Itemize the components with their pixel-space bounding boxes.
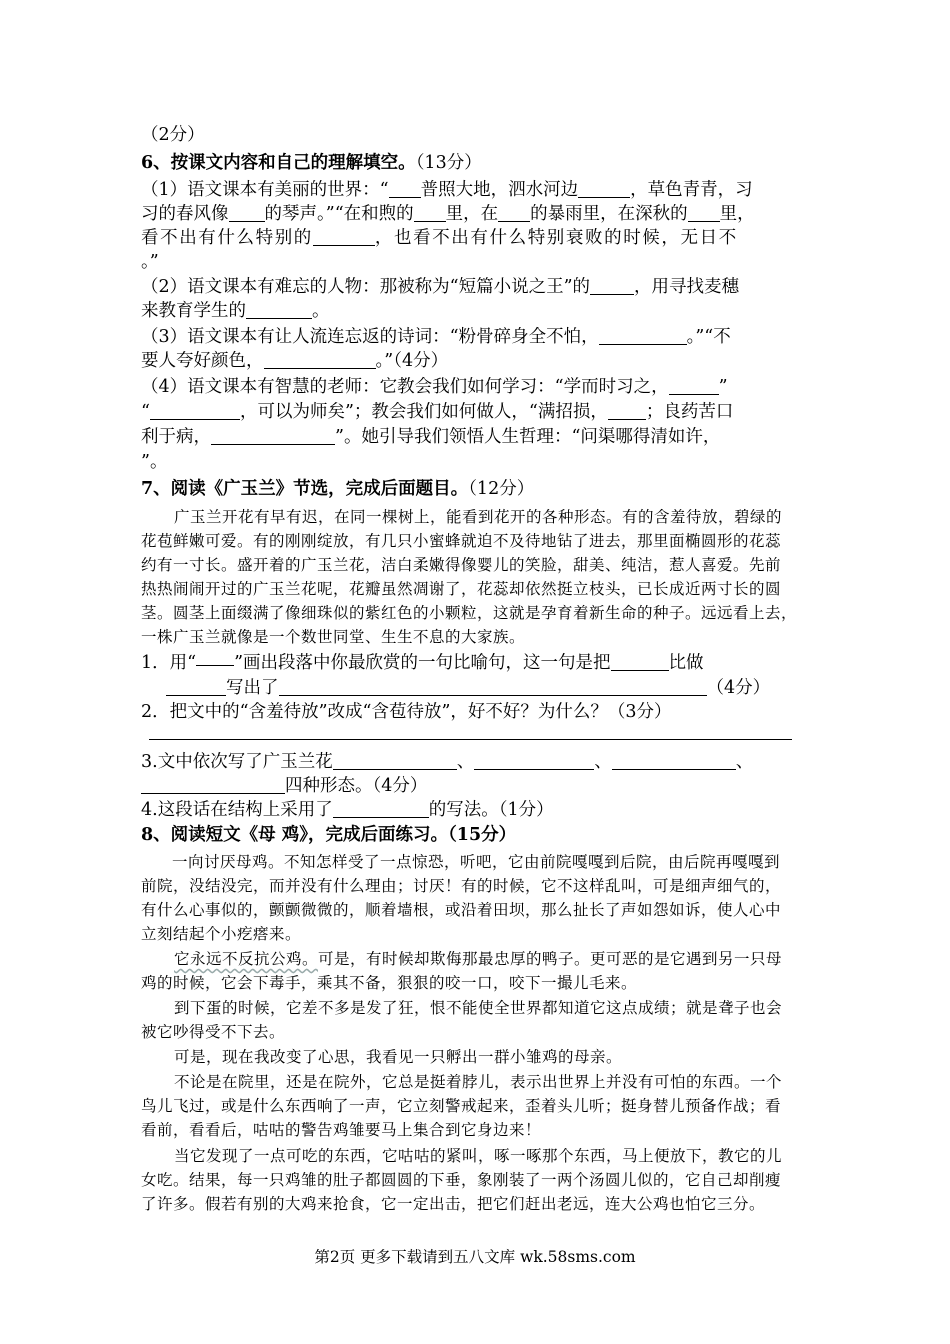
q8-passage-line: 女吃。结果，每一只鸡雏的肚子都圆圆的下垂，象刚装了一两个汤圆儿似的，它自己却削瘦 (141, 1171, 782, 1189)
blank[interactable] (229, 203, 265, 222)
q6-line-5: （2）语文课本有难忘的人物：那被称为“短篇小说之王”的 ，用寻找麦穗 (141, 277, 740, 297)
blank[interactable] (612, 751, 736, 770)
blank[interactable] (474, 751, 594, 770)
blank[interactable] (669, 376, 719, 395)
blank[interactable] (599, 326, 687, 345)
q8-passage-line: 立刻结起个小疙瘩来。 (141, 925, 302, 943)
blank[interactable] (333, 799, 429, 818)
blank[interactable] (196, 655, 234, 666)
q8-passage-line: 看前，看看后，咕咕的警告鸡雏要马上集合到它身边来！ (141, 1121, 542, 1139)
q6-line-10: “ ，可以为师矣”；教会我们如何做人，“满招损， ；良药苦口 (141, 402, 734, 422)
q8-passage-line: 被它吵得受不下去。 (141, 1023, 286, 1041)
q8-passage-line: 了许多。假若有别的大鸡来抢食，它一定出击，把它们赶出老远，连大公鸡也怕它三分。 (141, 1195, 766, 1213)
q8-passage-line: 到下蛋的时候，它差不多是发了狂，恨不能使全世界都知道它这点成绩；就是聋子也会 (174, 999, 783, 1017)
q6-line-9: （4）语文课本有智慧的老师：它教会我们如何学习：“学而时习之， ” (141, 377, 728, 397)
q7-passage-line: 约有一寸长。盛开着的广玉兰花，洁白柔嫩得像婴儿的笑脸，甜美、纯洁，惹人喜爱。先前 (141, 556, 782, 574)
blank[interactable] (211, 426, 335, 445)
q8-passage-line: 有什么心事似的，颤颤微微的，顺着墙根，或沿着田坝，那么扯长了声如怨如诉，使人心中 (141, 901, 782, 919)
q8-passage-line: 前院，没结没完，而并没有什么理由；讨厌！有的时候，它不这样乱叫，可是细声细气的， (141, 877, 782, 895)
blank[interactable] (141, 775, 285, 794)
q8-passage-line: 它永远不反抗公鸡。可是，有时候却欺侮那最忠厚的鸭子。更可恶的是它遇到另一只母 (174, 950, 783, 968)
q6-heading (141, 152, 482, 174)
q7-passage-line: 茎。圆茎上面缀满了像细珠似的紫红色的小颗粒，这就是孕育着新生命的种子。远远看上去， (141, 604, 798, 622)
q6-line-4: 。” (141, 252, 159, 272)
blank[interactable] (414, 203, 446, 222)
previous-score: （2分） (141, 125, 205, 145)
marked-sentence: 它永远不反抗公鸡。 (174, 950, 319, 968)
q6-line-11: 利于病， ”。她引导我们领悟人生哲理：“问渠哪得清如许， (141, 427, 721, 447)
blank[interactable] (150, 401, 240, 420)
q8-passage-line: 一向讨厌母鸡。不知怎样受了一点惊恐，听吧，它由前院嘎嘎到后院，由后院再嘎嘎到 (172, 853, 781, 871)
q6-line-1: （1）语文课本有美丽的世界：“ 普照大地，泗水河边 ，草色青青，习 (141, 180, 753, 200)
answer-line[interactable] (149, 739, 792, 740)
blank[interactable] (611, 652, 669, 671)
q8-passage-line: 当它发现了一点可吃的东西，它咕咕的紧叫，啄一啄那个东西，马上便放下，教它的儿 (174, 1147, 783, 1165)
q7-sub-4: 4.这段话在结构上采用了 的写法。（1分） (141, 800, 554, 820)
q7-sub-2: 2．把文中的“含羞待放”改成“含苞待放”，好不好？为什么？（3分） (141, 702, 672, 722)
q8-title: 8、阅读短文《母 鸡》，完成后面练习。（15分） (141, 825, 517, 845)
q7-sub-3: 3.文中依次写了广玉兰花 、 、 、 (141, 752, 754, 772)
q7-passage-line: 一株广玉兰就像是一个数世同堂、生生不息的大家族。 (141, 628, 526, 646)
page-footer: 第2页 更多下载请到五八文库 wk.58sms.com (314, 1248, 636, 1266)
blank[interactable] (608, 401, 646, 420)
blank[interactable] (389, 179, 421, 198)
q8-passage-line: 鸡的时候，它会下毒手，乘其不备，狠狠的咬一口，咬下一撮儿毛来。 (141, 974, 638, 992)
q7-sub-3-cont: 四种形态。（4分） (141, 775, 427, 797)
blank[interactable] (264, 350, 376, 369)
q6-line-3: 看不出有什么特别的 ，也看不出有什么特别衰败的时候，无日不 (141, 228, 738, 248)
q6-line-8: 要人夸好颜色， 。”（4分） (141, 351, 449, 371)
q7-title: 7、阅读《广玉兰》节选，完成后面题目。 (141, 479, 469, 499)
blank[interactable] (313, 227, 375, 246)
q7-points: （12分） (468, 479, 535, 499)
q7-sub-1: 1．用“ ”画出段落中你最欣赏的一句比喻句，这一句是把 比做 (141, 653, 704, 673)
blank[interactable] (578, 179, 630, 198)
blank[interactable] (279, 677, 707, 696)
q6-title: 6、按课文内容和自己的理解填空。 (141, 153, 416, 173)
q7-sub-1-cont: 写出了 （4分） (166, 677, 770, 699)
blank[interactable] (498, 203, 530, 222)
blank[interactable] (688, 203, 720, 222)
blank[interactable] (246, 300, 312, 319)
q7-heading (141, 478, 534, 500)
blank[interactable] (590, 276, 634, 295)
q7-passage-line: 热热闹闹开过的广玉兰花呢，花瓣虽然凋谢了，花蕊却依然挺立枝头，已长成近两寸长的圆 (141, 580, 782, 598)
blank[interactable] (333, 751, 457, 770)
q8-passage-line: 不论是在院里，还是在院外，它总是挺着脖儿，表示出世界上并没有可怕的东西。一个 (174, 1073, 783, 1091)
q7-passage-line: 花苞鲜嫩可爱。有的刚刚绽放，有几只小蜜蜂就迫不及待地钻了进去，那里面椭圆形的花蕊 (141, 532, 782, 550)
blank[interactable] (166, 677, 226, 696)
q6-line-12: ”。 (141, 452, 168, 472)
q6-line-2: 习的春风像 的琴声。”“在和煦的 里，在 的暴雨里，在深秋的 里， (141, 204, 755, 224)
q8-passage-line: 可是，现在我改变了心思，我看见一只孵出一群小雏鸡的母亲。 (174, 1048, 623, 1066)
q6-line-7: （3）语文课本有让人流连忘返的诗词：“粉骨碎身全不怕， 。”“不 (141, 327, 731, 347)
q6-points: （13分） (415, 153, 482, 173)
q7-passage-line: 广玉兰开花有早有迟，在同一棵树上，能看到花开的各种形态。有的含羞待放，碧绿的 (174, 508, 783, 526)
q8-passage-line: 鸟儿飞过，或是什么东西响了一声，它立刻警戒起来，歪着头儿听；挺身替儿预备作战；看 (141, 1097, 782, 1115)
q6-line-6: 来教育学生的 。 (141, 301, 330, 321)
